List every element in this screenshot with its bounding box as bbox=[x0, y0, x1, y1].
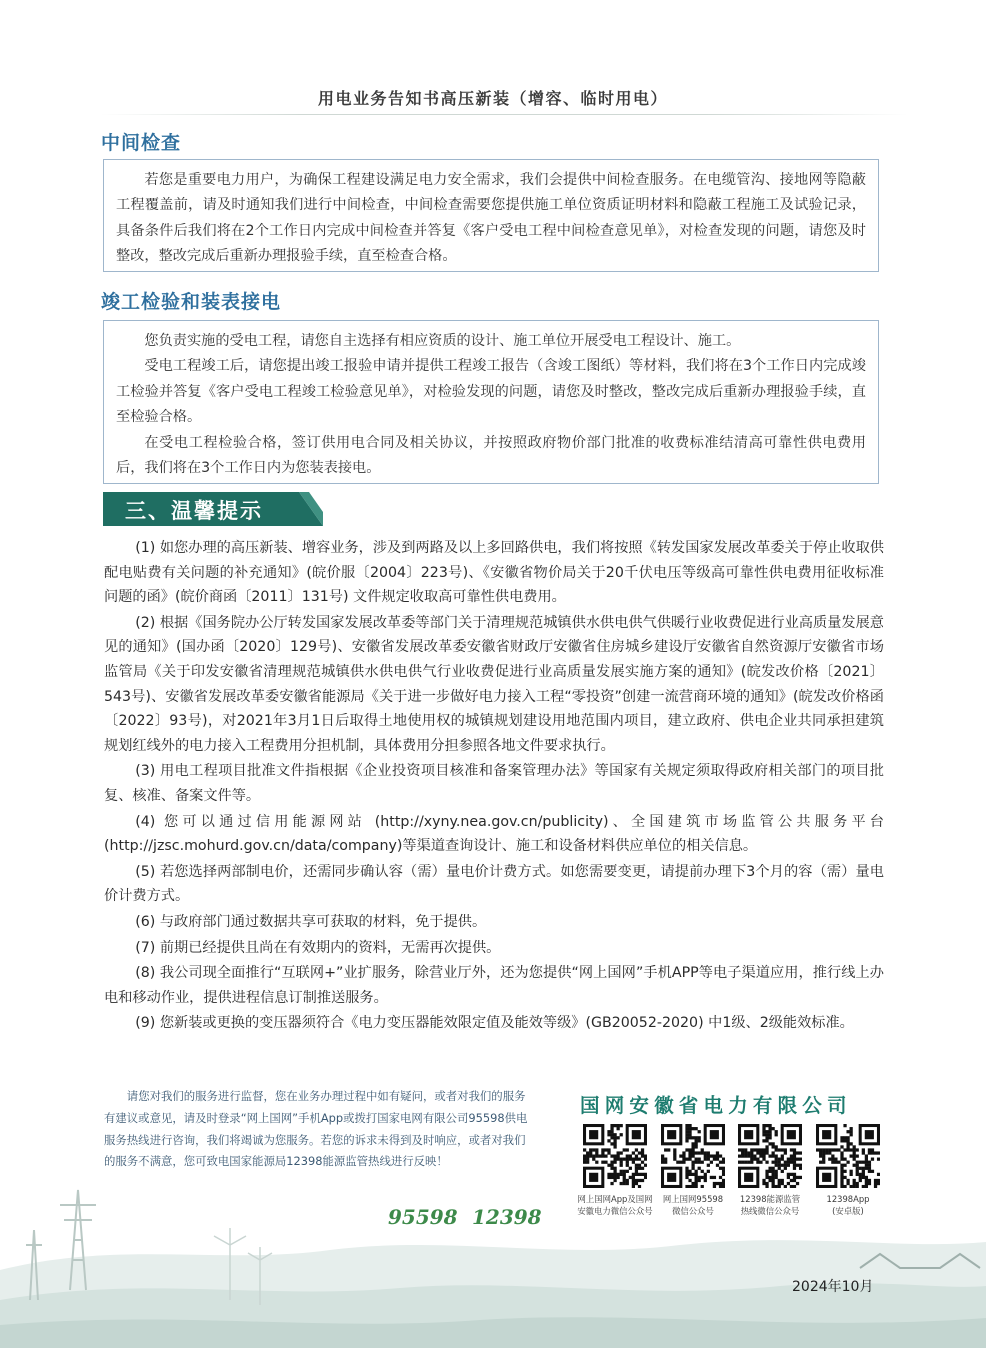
qr-item[interactable] bbox=[575, 1124, 655, 1217]
qr-caption: 安徽电力微信公众号 bbox=[577, 1206, 653, 1216]
tips-list bbox=[104, 536, 884, 1037]
qr-code-icon[interactable] bbox=[816, 1124, 880, 1188]
final-inspection-paragraph: 您负责实施的受电工程，请您自主选择有相应资质的设计、施工单位开展受电工程设计、施工。 bbox=[144, 333, 741, 349]
qr-code-row bbox=[575, 1124, 890, 1224]
qr-caption: 12398App bbox=[826, 1194, 870, 1204]
qr-code-icon[interactable] bbox=[583, 1124, 647, 1188]
qr-item[interactable] bbox=[808, 1124, 888, 1217]
qr-caption: 网上国网95598 bbox=[662, 1194, 724, 1204]
tip-item: (7) 前期已经提供且尚在有效期内的资料，无需再次提供。 bbox=[135, 939, 501, 956]
final-inspection-paragraph: 受电工程竣工后，请您提出竣工报验申请并提供工程竣工报告（含竣工图纸）等材料，我们将在3个工作日内完成竣工检验并答复《客户受电工程竣工检验意见单》，对检验发现的问题，请您及时整改，整改完成后重新办理报验手续，直至检验合格。 bbox=[116, 358, 866, 426]
tip-item: (1) 如您办理的高压新装、增容业务，涉及到两路及以上多回路供电，我们将按照《转发国家发展改革委关于停止收取供配电贴费有关问题的补充通知》(皖价服〔2004〕223号)、《安徽省物价局关于20千伏电压等级高可靠性供电费用征收标准问题的函》(皖价商函〔2011〕131号) 文件规定收取高可靠性供电费用。 bbox=[104, 540, 884, 606]
qr-caption: (安卓版) bbox=[832, 1206, 864, 1216]
qr-item[interactable] bbox=[730, 1124, 810, 1217]
tip-item: (6) 与政府部门通过数据共享可获取的材料，免于提供。 bbox=[135, 913, 487, 930]
tip-item: (8) 我公司现全面推行“互联网+”业扩服务，除营业厅外，还为您提供“网上国网”手机APP等电子渠道应用，推行线上办电和移动作业，提供进程信息订制推送服务。 bbox=[104, 965, 884, 1006]
hotline-12398: 12398 bbox=[472, 1205, 542, 1229]
final-inspection-box bbox=[103, 320, 879, 484]
publish-date: 2024年10月 bbox=[792, 1279, 874, 1295]
final-inspection-paragraph: 在受电工程检验合格，签订供用电合同及相关协议，并按照政府物价部门批准的收费标准结清高可靠性供电费用后，我们将在3个工作日内为您装表接电。 bbox=[116, 434, 866, 477]
hotline-95598: 95598 bbox=[388, 1205, 458, 1229]
mid-inspection-box bbox=[103, 159, 879, 272]
tip-item: (9) 您新装或更换的变压器须符合《电力变压器能效限定值及能效等级》(GB20052-2020) 中1级、2级能效标准。 bbox=[135, 1015, 854, 1032]
tips-banner bbox=[103, 492, 323, 526]
header-divider bbox=[100, 114, 908, 115]
hotline-95598-logo bbox=[388, 1204, 458, 1230]
tip-item: (2) 根据《国务院办公厅转发国家发展改革委等部门关于清理规范城镇供水供电供气供暖行业收费促进行业高质量发展意见的通知》(国办函〔2020〕129号)、安徽省发展改革委安徽省财政厅安徽省住房城乡建设厅安徽省自然资源厅安徽省市场监管局《关于印发安徽省清理规范城镇供水供电供气行业收费促进行业高质量发展实施方案的通知》(皖发改价格〔2021〕543号)、安徽省发展改革委安徽省能源局《关于进一步做好电力接入工程“零投资”创建一流营商环境的通知》(皖发改价格函〔2022〕93号)，对2021年3月1日后取得土地使用权的城镇规划建设用地范围内项目，建立政府、供电企业共同承担建筑规划红线外的电力接入工程费用分担机制，具体费用分担参照各地文件要求执行。 bbox=[104, 614, 884, 754]
qr-caption: 12398能源监管 bbox=[739, 1194, 801, 1204]
page-title: 用电业务告知书高压新装（增容、临时用电） bbox=[317, 89, 668, 108]
qr-caption: 热线微信公众号 bbox=[740, 1206, 800, 1216]
company-name: 国网安徽省电力有限公司 bbox=[580, 1094, 852, 1117]
tip-item: (3) 用电工程项目批准文件指根据《企业投资项目核准和备案管理办法》等国家有关规定须取得政府相关部门的项目批复、核准、备案文件等。 bbox=[104, 763, 884, 804]
qr-caption: 网上国网App及国网 bbox=[577, 1194, 653, 1204]
qr-code-icon[interactable] bbox=[661, 1124, 725, 1188]
supervision-notice: 请您对我们的服务进行监督，您在业务办理过程中如有疑问，或者对我们的服务有建议或意见，请及时登录“网上国网”手机App或拨打国家电网有限公司95598供电服务热线进行咨询，我们将竭诚为您服务。若您的诉求未得到及时响应，或者对我们的服务不满意，您可致电国家能源局12398能源监管热线进行反映！ bbox=[104, 1089, 528, 1169]
section-title-final-inspection: 竣工检验和装表接电 bbox=[101, 291, 282, 313]
tip-item: (5) 若您选择两部制电价，还需同步确认容（需）量电价计费方式。如您需要变更，请提前办理下3个月的容（需）量电价计费方式。 bbox=[104, 863, 884, 905]
hotline-12398-logo bbox=[472, 1204, 542, 1230]
section-title-mid-inspection: 中间检查 bbox=[101, 132, 182, 154]
qr-item[interactable] bbox=[653, 1124, 733, 1217]
qr-code-icon[interactable] bbox=[738, 1124, 802, 1188]
mid-inspection-paragraph: 若您是重要电力用户，为确保工程建设满足电力安全需求，我们会提供中间检查服务。在电缆管沟、接地网等隐蔽工程覆盖前，请及时通知我们进行中间检查，中间检查需要您提供施工单位资质证明材料和隐蔽工程施工及试验记录，具备条件后我们将在2个工作日内完成中间检查并答复《客户受电工程中间检查意见单》，对检查发现的问题，请您及时整改，整改完成后重新办理报验手续，直至检查合格。 bbox=[116, 172, 866, 265]
qr-caption: 微信公众号 bbox=[672, 1206, 714, 1216]
tip-item: (4) 您可以通过信用能源网站 (http://xyny.nea.gov.cn/publicity)、全国建筑市场监管公共服务平台(http://jzsc.mohurd.gov.cn/data/company)等渠道查询设计、施工和设备材料供应单位的相关信息。 bbox=[104, 813, 884, 855]
tips-title: 三、温馨提示 bbox=[125, 499, 263, 523]
